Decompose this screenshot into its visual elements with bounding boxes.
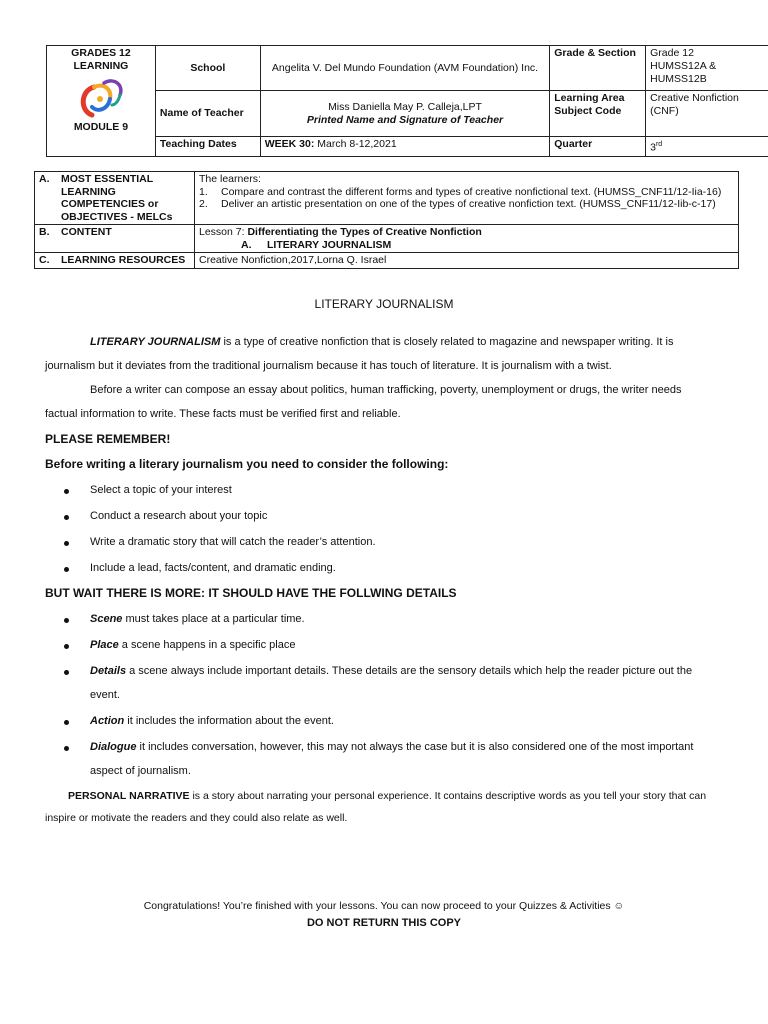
quarter-label: Quarter [550, 137, 646, 157]
teacher-label: Name of Teacher [155, 91, 260, 137]
melc-label-4: OBJECTIVES - MELCs [61, 210, 173, 223]
school-label: School [155, 46, 260, 91]
bullet-icon [64, 541, 69, 546]
lesson-title: Differentiating the Types of Creative Nonfiction [247, 226, 482, 238]
melc-label-cell [35, 172, 195, 225]
school-value: Angelita V. Del Mundo Foundation (AVM Foundation) Inc. [260, 46, 549, 91]
week-cell [260, 137, 549, 157]
resources-value: Creative Nonfiction,2017,Lorna Q. Israel [195, 253, 739, 269]
p1-text: is a type of creative nonfiction that is closely related to magazine and newspaper writing. It is [220, 336, 674, 348]
bullet-icon [64, 618, 69, 623]
please-remember-heading: PLEASE REMEMBER! [45, 432, 171, 446]
paragraph-2-line-1: Before a writer can compose an essay about politics, human trafficking, poverty, unemployment or drugs, the writer needs [90, 384, 682, 396]
do-not-return-note: DO NOT RETURN THIS COPY [306, 917, 461, 929]
bullet-icon [64, 515, 69, 520]
paragraph-1-line-1 [90, 335, 673, 349]
detail-term: Action [90, 715, 125, 727]
bullet-icon [64, 489, 69, 494]
lesson-prefix: Lesson 7: [199, 226, 245, 238]
list-item [90, 664, 692, 678]
week-label: WEEK 30: [264, 138, 315, 150]
personal-narrative-line-1 [68, 789, 706, 803]
learning-area-text: Learning Area [554, 92, 625, 104]
teacher-name: Miss Daniella May P. Calleja,LPT [328, 100, 482, 113]
quarter-suffix: rd [655, 141, 663, 148]
list-item: Write a dramatic story that will catch the reader’s attention. [90, 536, 376, 548]
detail-text: a scene happens in a specific place [118, 639, 296, 651]
learning-label: LEARNING [73, 60, 129, 72]
subject-name: Creative Nonfiction [650, 92, 739, 104]
detail-term: Details [90, 665, 127, 677]
subject-code: (CNF) [650, 105, 679, 117]
bullet-icon [64, 644, 69, 649]
bullet-icon [64, 746, 69, 751]
bullet-icon [64, 720, 69, 725]
resources-letter: C. [39, 254, 50, 266]
melc-label-1: MOST ESSENTIAL [61, 173, 154, 185]
melc-label-2: LEARNING [61, 185, 116, 198]
lesson-sub-letter: A. [241, 238, 252, 251]
detail-term: Dialogue [90, 741, 137, 753]
detail-text: it includes conversation, however, this may not always the case but it is also considered one of the most important [136, 741, 694, 753]
grades-label: GRADES 12 [71, 47, 131, 59]
grade-value: Grade 12 [650, 47, 694, 59]
list-item-continuation: aspect of journalism. [90, 765, 191, 777]
section-value-b: HUMSS12B [650, 73, 707, 85]
list-item: Select a topic of your interest [90, 484, 232, 496]
melc-letter: A. [39, 173, 50, 185]
content-letter: B. [39, 226, 50, 238]
teacher-signature-caption: Printed Name and Signature of Teacher [306, 113, 504, 126]
module-label: MODULE 9 [73, 121, 129, 133]
school-logo-icon [74, 75, 128, 121]
grade-section-label: Grade & Section [550, 46, 646, 91]
paragraph-1-line-2: journalism but it deviates from the traditional journalism because it has touch of literature. It is journalism with a twist. [45, 360, 612, 372]
quarter-number: 3 [650, 141, 656, 154]
considerations-heading: Before writing a literary journalism you need to consider the following: [45, 457, 449, 471]
objective-number: 1. [199, 185, 208, 198]
grade-section-value [646, 46, 768, 91]
paragraph-2-line-2: factual information to write. These facts must be verified first and reliable. [45, 408, 401, 420]
resources-label: LEARNING RESOURCES [61, 254, 186, 266]
pn-text: is a story about narrating your personal experience. It contains descriptive words as you tell your story that can [189, 790, 707, 802]
personal-narrative-line-2: inspire or motivate the readers and they could also relate as well. [45, 812, 348, 824]
teacher-cell [260, 91, 549, 137]
objective-2: Deliver an artistic presentation on one of the types of creative nonfiction text. (HUMSS_CNF11/12-Iib-c-17) [221, 198, 716, 210]
module-cell [47, 46, 156, 157]
header-table [46, 45, 768, 157]
section-title: LITERARY JOURNALISM [314, 297, 454, 311]
list-item [90, 714, 334, 728]
melc-table [34, 171, 739, 269]
detail-text: it includes the information about the event. [124, 715, 334, 727]
learners-intro: The learners: [199, 173, 261, 185]
learning-area-label [550, 91, 646, 137]
resources-label-cell [35, 253, 195, 269]
melc-content-cell [195, 172, 739, 225]
content-label-cell [35, 225, 195, 253]
week-dates: March 8-12,2021 [317, 138, 397, 150]
detail-text: must takes place at a particular time. [122, 613, 305, 625]
content-value-cell [195, 225, 739, 253]
objective-1: Compare and contrast the different forms and types of creative nonfictional text. (HUMSS_CNF11/12-Iia-16) [221, 185, 722, 198]
personal-narrative-term: PERSONAL NARRATIVE [68, 790, 190, 802]
list-item: Conduct a research about your topic [90, 510, 268, 522]
content-label: CONTENT [61, 226, 112, 238]
learning-area-value [646, 91, 768, 137]
section-value-a: HUMSS12A & [650, 60, 717, 72]
list-item: Include a lead, facts/content, and dramatic ending. [90, 562, 336, 574]
bullet-icon [64, 670, 69, 675]
list-item [90, 638, 295, 652]
subject-code-text: Subject Code [554, 105, 622, 117]
bullet-icon [64, 567, 69, 572]
list-item [90, 740, 693, 754]
details-heading: BUT WAIT THERE IS MORE: IT SHOULD HAVE THE FOLLWING DETAILS [45, 586, 457, 600]
objective-number: 2. [199, 198, 208, 210]
lesson-subtopic: LITERARY JOURNALISM [267, 238, 392, 251]
detail-term: Place [90, 639, 119, 651]
teaching-dates-label: Teaching Dates [155, 137, 260, 157]
list-item [90, 612, 305, 626]
literary-journalism-term: LITERARY JOURNALISM [90, 336, 221, 348]
detail-text: a scene always include important details. These details are the sensory details which help the reader picture out the [126, 665, 693, 677]
detail-term: Scene [90, 613, 123, 625]
melc-label-3: COMPETENCIES or [61, 198, 159, 210]
list-item-continuation: event. [90, 689, 120, 701]
congratulations-note: Congratulations! You’re finished with your lessons. You can now proceed to your Quizzes & Activities ☺ [143, 900, 625, 912]
quarter-value [646, 137, 768, 157]
